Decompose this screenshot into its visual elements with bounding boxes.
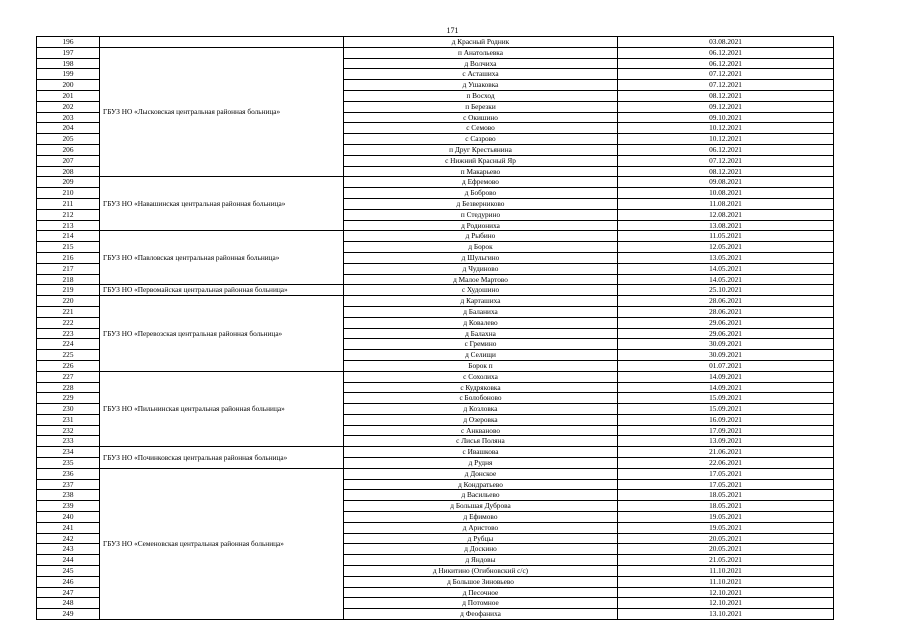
settlement-cell: с Анкваново — [344, 425, 618, 436]
date-cell: 17.05.2021 — [618, 468, 834, 479]
settlement-cell: д Донское — [344, 468, 618, 479]
row-number: 202 — [37, 101, 100, 112]
row-number: 199 — [37, 69, 100, 80]
settlement-cell: д Шульгино — [344, 252, 618, 263]
settlement-cell: д Рудня — [344, 458, 618, 469]
date-cell: 11.10.2021 — [618, 576, 834, 587]
date-cell: 09.10.2021 — [618, 112, 834, 123]
date-cell: 12.08.2021 — [618, 209, 834, 220]
organization-cell: ГБУЗ НО «Навашинская центральная районная больница» — [100, 177, 344, 231]
organization-cell: ГБУЗ НО «Пильнинская центральная районная больница» — [100, 371, 344, 447]
date-cell: 12.10.2021 — [618, 587, 834, 598]
row-number: 234 — [37, 447, 100, 458]
date-cell: 03.08.2021 — [618, 37, 834, 48]
date-cell: 14.09.2021 — [618, 371, 834, 382]
row-number: 208 — [37, 166, 100, 177]
settlement-cell: п Друг Крестьянина — [344, 144, 618, 155]
table-row — [37, 285, 834, 296]
row-number: 246 — [37, 576, 100, 587]
date-cell: 13.08.2021 — [618, 220, 834, 231]
row-number: 236 — [37, 468, 100, 479]
table-row — [37, 371, 834, 382]
date-cell: 10.12.2021 — [618, 123, 834, 134]
row-number: 248 — [37, 598, 100, 609]
date-cell: 20.05.2021 — [618, 544, 834, 555]
row-number: 204 — [37, 123, 100, 134]
table-row — [37, 447, 834, 458]
row-number: 227 — [37, 371, 100, 382]
row-number: 237 — [37, 479, 100, 490]
date-cell: 15.09.2021 — [618, 393, 834, 404]
settlement-cell: д Волчиха — [344, 58, 618, 69]
settlement-cell: д Рыбино — [344, 231, 618, 242]
row-number: 233 — [37, 436, 100, 447]
table-row — [37, 177, 834, 188]
settlement-cell: с Сазрово — [344, 134, 618, 145]
date-cell: 14.09.2021 — [618, 382, 834, 393]
settlement-cell: с Кудряковка — [344, 382, 618, 393]
date-cell: 13.09.2021 — [618, 436, 834, 447]
row-number: 215 — [37, 242, 100, 253]
date-cell: 06.12.2021 — [618, 58, 834, 69]
row-number: 210 — [37, 188, 100, 199]
settlement-cell: п Березки — [344, 101, 618, 112]
settlement-cell: д Рубцы — [344, 533, 618, 544]
date-cell: 10.12.2021 — [618, 134, 834, 145]
date-cell: 28.06.2021 — [618, 296, 834, 307]
row-number: 212 — [37, 209, 100, 220]
organization-cell: ГБУЗ НО «Семеновская центральная районная больница» — [100, 468, 344, 619]
table-row — [37, 37, 834, 48]
settlement-cell: Борок п — [344, 360, 618, 371]
settlement-cell: д Большое Зиновьево — [344, 576, 618, 587]
row-number: 200 — [37, 80, 100, 91]
settlement-cell: д Козловка — [344, 404, 618, 415]
settlement-cell: с Окишино — [344, 112, 618, 123]
settlement-cell: д Ковалево — [344, 317, 618, 328]
row-number: 222 — [37, 317, 100, 328]
organization-cell: ГБУЗ НО «Первомайская центральная районная больница» — [100, 285, 344, 296]
settlement-cell: д Родиониха — [344, 220, 618, 231]
row-number: 223 — [37, 328, 100, 339]
settlement-cell: д Боброво — [344, 188, 618, 199]
settlement-cell: с Нижний Красный Яр — [344, 155, 618, 166]
row-number: 247 — [37, 587, 100, 598]
row-number: 240 — [37, 512, 100, 523]
settlement-cell: с Сохолиха — [344, 371, 618, 382]
row-number: 245 — [37, 566, 100, 577]
row-number: 228 — [37, 382, 100, 393]
settlement-cell: с Гремино — [344, 339, 618, 350]
row-number: 209 — [37, 177, 100, 188]
date-cell: 12.05.2021 — [618, 242, 834, 253]
settlement-cell: д Ефимово — [344, 512, 618, 523]
row-number: 211 — [37, 198, 100, 209]
table-body — [37, 37, 834, 620]
settlement-cell: д Яндовы — [344, 555, 618, 566]
settlements-table — [36, 36, 834, 620]
date-cell: 10.08.2021 — [618, 188, 834, 199]
organization-cell: ГБУЗ НО «Лысковская центральная районная больница» — [100, 47, 344, 177]
settlement-cell: п Макарьево — [344, 166, 618, 177]
row-number: 231 — [37, 414, 100, 425]
row-number: 217 — [37, 263, 100, 274]
date-cell: 19.05.2021 — [618, 522, 834, 533]
row-number: 242 — [37, 533, 100, 544]
organization-cell: ГБУЗ НО «Починковская центральная районная больница» — [100, 447, 344, 469]
row-number: 201 — [37, 90, 100, 101]
settlement-cell: д Ушаковка — [344, 80, 618, 91]
row-number: 244 — [37, 555, 100, 566]
organization-cell: ГБУЗ НО «Перевозская центральная районная больница» — [100, 296, 344, 372]
date-cell: 21.06.2021 — [618, 447, 834, 458]
row-number: 221 — [37, 306, 100, 317]
date-cell: 30.09.2021 — [618, 339, 834, 350]
date-cell: 07.12.2021 — [618, 80, 834, 91]
settlement-cell: д Красный Родник — [344, 37, 618, 48]
organization-cell — [100, 37, 344, 48]
date-cell: 30.09.2021 — [618, 350, 834, 361]
row-number: 238 — [37, 490, 100, 501]
row-number: 206 — [37, 144, 100, 155]
settlement-cell: д Большая Дуброва — [344, 501, 618, 512]
date-cell: 13.05.2021 — [618, 252, 834, 263]
settlement-cell: с Семово — [344, 123, 618, 134]
row-number: 232 — [37, 425, 100, 436]
settlement-cell: д Борок — [344, 242, 618, 253]
settlement-cell: д Баланиха — [344, 306, 618, 317]
settlement-cell: п Стедурино — [344, 209, 618, 220]
row-number: 216 — [37, 252, 100, 263]
date-cell: 18.05.2021 — [618, 490, 834, 501]
row-number: 214 — [37, 231, 100, 242]
table-row — [37, 468, 834, 479]
date-cell: 11.08.2021 — [618, 198, 834, 209]
date-cell: 11.05.2021 — [618, 231, 834, 242]
settlement-cell: д Селищи — [344, 350, 618, 361]
date-cell: 29.06.2021 — [618, 317, 834, 328]
row-number: 225 — [37, 350, 100, 361]
date-cell: 18.05.2021 — [618, 501, 834, 512]
date-cell: 19.05.2021 — [618, 512, 834, 523]
row-number: 241 — [37, 522, 100, 533]
table-row — [37, 47, 834, 58]
row-number: 226 — [37, 360, 100, 371]
date-cell: 09.12.2021 — [618, 101, 834, 112]
row-number: 213 — [37, 220, 100, 231]
date-cell: 17.09.2021 — [618, 425, 834, 436]
settlement-cell: д Ефремово — [344, 177, 618, 188]
row-number: 219 — [37, 285, 100, 296]
date-cell: 25.10.2021 — [618, 285, 834, 296]
page-number: 171 — [446, 26, 459, 35]
date-cell: 11.10.2021 — [618, 566, 834, 577]
date-cell: 28.06.2021 — [618, 306, 834, 317]
row-number: 229 — [37, 393, 100, 404]
row-number: 239 — [37, 501, 100, 512]
date-cell: 07.12.2021 — [618, 69, 834, 80]
row-number: 197 — [37, 47, 100, 58]
date-cell: 01.07.2021 — [618, 360, 834, 371]
row-number: 205 — [37, 134, 100, 145]
date-cell: 17.05.2021 — [618, 479, 834, 490]
settlement-cell: д Потомное — [344, 598, 618, 609]
date-cell: 15.09.2021 — [618, 404, 834, 415]
settlement-cell: с Ивашкова — [344, 447, 618, 458]
settlement-cell: д Безверниково — [344, 198, 618, 209]
date-cell: 21.05.2021 — [618, 555, 834, 566]
row-number: 207 — [37, 155, 100, 166]
settlement-cell: с Асташиха — [344, 69, 618, 80]
settlement-cell: с Худошино — [344, 285, 618, 296]
settlement-cell: д Аристово — [344, 522, 618, 533]
row-number: 218 — [37, 274, 100, 285]
settlement-cell: с Болобоново — [344, 393, 618, 404]
date-cell: 09.08.2021 — [618, 177, 834, 188]
settlement-cell: п Анатольевка — [344, 47, 618, 58]
row-number: 243 — [37, 544, 100, 555]
date-cell: 12.10.2021 — [618, 598, 834, 609]
organization-cell: ГБУЗ НО «Павловская центральная районная больница» — [100, 231, 344, 285]
date-cell: 06.12.2021 — [618, 47, 834, 58]
row-number: 224 — [37, 339, 100, 350]
date-cell: 14.05.2021 — [618, 274, 834, 285]
table-row — [37, 296, 834, 307]
settlement-cell: д Никитино (Огибновский с/с) — [344, 566, 618, 577]
settlement-cell: д Балахна — [344, 328, 618, 339]
date-cell: 07.12.2021 — [618, 155, 834, 166]
row-number: 249 — [37, 609, 100, 620]
settlement-cell: д Песочное — [344, 587, 618, 598]
date-cell: 20.05.2021 — [618, 533, 834, 544]
table-row — [37, 231, 834, 242]
settlement-cell: с Лисья Поляна — [344, 436, 618, 447]
date-cell: 14.05.2021 — [618, 263, 834, 274]
settlement-cell: д Озеровка — [344, 414, 618, 425]
settlement-cell: д Доскино — [344, 544, 618, 555]
settlement-cell: д Малое Мартово — [344, 274, 618, 285]
date-cell: 08.12.2021 — [618, 166, 834, 177]
settlement-cell: д Васильево — [344, 490, 618, 501]
date-cell: 29.06.2021 — [618, 328, 834, 339]
row-number: 196 — [37, 37, 100, 48]
row-number: 203 — [37, 112, 100, 123]
row-number: 220 — [37, 296, 100, 307]
settlement-cell: д Кондратьево — [344, 479, 618, 490]
date-cell: 16.09.2021 — [618, 414, 834, 425]
settlement-cell: д Карташиха — [344, 296, 618, 307]
row-number: 230 — [37, 404, 100, 415]
date-cell: 13.10.2021 — [618, 609, 834, 620]
settlement-cell: д Феофаниха — [344, 609, 618, 620]
date-cell: 08.12.2021 — [618, 90, 834, 101]
date-cell: 06.12.2021 — [618, 144, 834, 155]
row-number: 198 — [37, 58, 100, 69]
date-cell: 22.06.2021 — [618, 458, 834, 469]
settlement-cell: д Чудиново — [344, 263, 618, 274]
settlement-cell: п Восход — [344, 90, 618, 101]
row-number: 235 — [37, 458, 100, 469]
